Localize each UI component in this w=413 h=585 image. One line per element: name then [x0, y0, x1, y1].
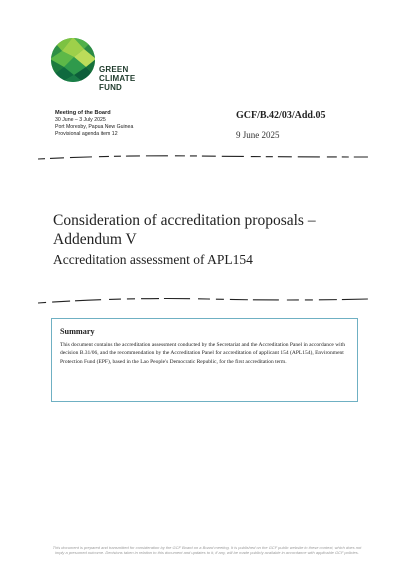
- meeting-info: [55, 110, 133, 138]
- logo-line-green: GREEN: [99, 65, 129, 74]
- bottom-divider: [38, 296, 368, 304]
- document-titles: [53, 211, 373, 269]
- document-title: Consideration of accreditation proposals – Addendum V: [53, 212, 316, 248]
- meeting-dates: 30 June – 3 July 2025: [55, 117, 106, 123]
- meeting-title: Meeting of the Board: [55, 110, 111, 116]
- logo-line-fund: FUND: [99, 83, 123, 92]
- document-symbol: GCF/B.42/03/Add.05: [236, 110, 326, 121]
- document-date: 9 June 2025: [236, 130, 280, 140]
- logo-line-climate: CLIMATE: [99, 74, 136, 83]
- document-subtitle: Accreditation assessment of APL154: [53, 252, 253, 267]
- globe-logo-icon: [50, 37, 96, 83]
- meeting-location: Port Moresby, Papua New Guinea: [55, 124, 134, 130]
- summary-body: This document contains the accreditation assessment conducted by the Secretariat and the Accreditation Panel in accordance with decision B.31/06, and the recommendation by the Accreditation Panel for accreditation of applicant 154 (APL154), Environment Protection Fund (EPF), based in the Lao People's Democratic Republic, for the first accreditation term.: [60, 342, 345, 365]
- logo-wordmark: [99, 65, 135, 92]
- summary-box: [51, 318, 358, 402]
- summary-heading: Summary: [60, 327, 95, 336]
- agenda-item: Provisional agenda item 12: [55, 131, 118, 137]
- footer-disclaimer: This document is prepared and transmitted for consideration by the GCF Board on a Board meeting. It is published on the GCF public website in these context, which does not imply a presumed outcome. Decisions taken in relation to this document and updates to it, if any, will be made publicly available in accordance with applicable GCF policies.: [52, 545, 362, 556]
- gcf-logo: [50, 37, 150, 97]
- top-divider: [38, 153, 368, 161]
- document-reference: [236, 109, 325, 142]
